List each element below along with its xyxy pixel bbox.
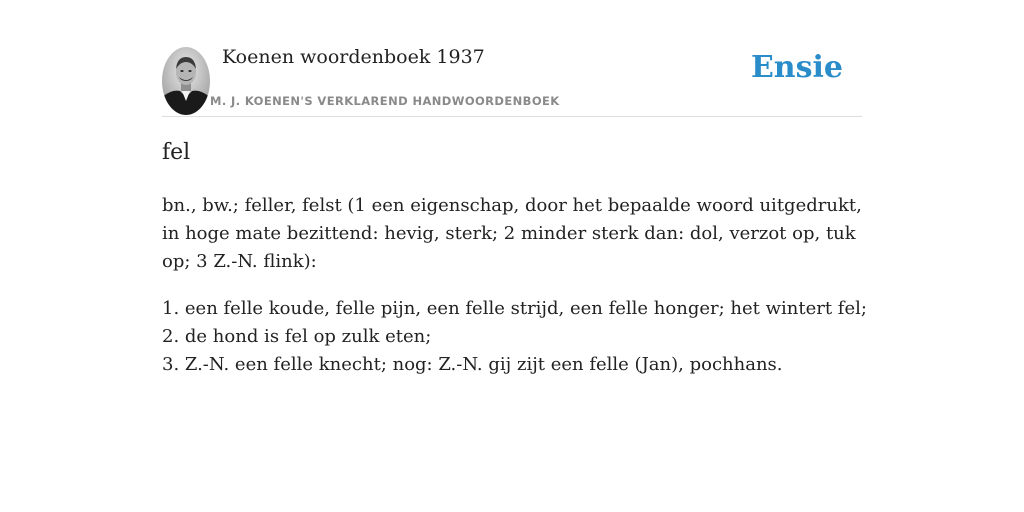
book-subtitle: M. J. KOENEN'S VERKLAREND HANDWOORDENBOEK <box>210 94 560 108</box>
book-title[interactable]: Koenen woordenboek 1937 <box>222 46 485 68</box>
entry-examples <box>162 295 867 379</box>
entry-headword: fel <box>162 140 191 165</box>
example-item: 2. de hond is fel op zulk eten; <box>162 326 432 347</box>
ensie-logo-link[interactable]: Ensie <box>750 50 843 85</box>
page-container <box>162 0 867 375</box>
example-item: 3. Z.-N. een felle knecht; nog: Z.-N. gij zijt een felle (Jan), pochhans. <box>162 354 783 375</box>
entry-definition: bn., bw.; feller, felst (1 een eigenschap, door het bepaalde woord uitgedrukt, in hoge mate bezittend: hevig, sterk; 2 minder sterk dan: dol, verzot op, tuk op; 3 Z.-N. flink): <box>162 195 862 272</box>
author-portrait-icon <box>162 47 210 115</box>
example-item: 1. een felle koude, felle pijn, een felle strijd, een felle honger; het wintert fel; <box>162 298 867 319</box>
header <box>162 0 862 117</box>
